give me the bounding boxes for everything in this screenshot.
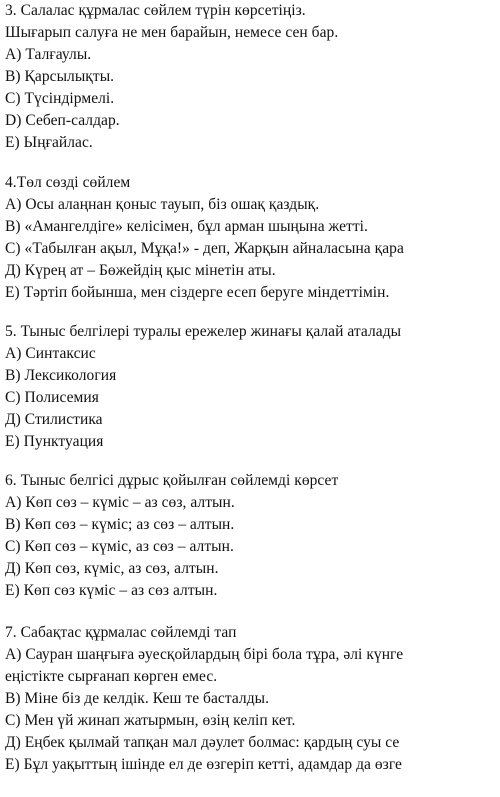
answer-option-c: C) Түсіндірмелі.	[5, 90, 115, 107]
answer-option-d: Д) Көп сөз, күміс, аз сөз, алтын.	[5, 560, 219, 577]
answer-option-a: A) Көп сөз – күміс – аз сөз, алтын.	[5, 494, 235, 511]
answer-option-a: A) Сауран шаңғыға әуесқойлардың бірі бола тұра, әлі күнге	[5, 646, 404, 663]
question-title: 5. Тыныс белгілері туралы ережелер жинағы қалай аталады	[5, 323, 402, 340]
answer-option-d: Д) Күрең ат – Бөжейдің қыс мінетін аты.	[5, 262, 276, 279]
answer-option-e: E) Көп сөз күміс – аз сөз алтын.	[5, 582, 218, 599]
question-title: 6. Тыныс белгісі дұрыс қойылған сөйлемді көрсет	[5, 472, 339, 489]
answer-option-e: E) Тәртіп бойынша, мен сіздерге есеп беруге міндеттімін.	[5, 284, 390, 301]
answer-option-b: B) Қарсылықты.	[5, 68, 115, 85]
question-title: 3. Салалас құрмалас сөйлем түрін көрсетіңіз.	[5, 2, 306, 19]
answer-option-d: Д) Еңбек қылмай тапқан мал дәулет болмас: қардың суы се	[5, 734, 400, 751]
question-6	[5, 470, 500, 602]
answer-option-a-continued: еңістікте сырғанап көрген емес.	[5, 668, 218, 685]
question-5	[5, 321, 500, 453]
answer-option-a: A) Осы алаңнан қоныс тауып, біз ошақ қаздық.	[5, 196, 320, 213]
answer-option-d: D) Себеп-салдар.	[5, 112, 120, 129]
question-sentence: Шығарып салуға не мен барайын, немесе сен бар.	[5, 24, 339, 41]
answer-option-d: Д) Стилистика	[5, 411, 103, 428]
question-title: 4.Төл сөзді сөйлем	[5, 174, 131, 191]
answer-option-b: B) Міне біз де келдік. Кеш те басталды.	[5, 690, 270, 707]
answer-option-c: C) Мен үй жинап жатырмын, өзің келіп кет.	[5, 712, 296, 729]
answer-option-c: C) «Табылған ақыл, Мұқа!» - деп, Жарқын айналасына қара	[5, 240, 404, 257]
answer-option-c: C) Полисемия	[5, 389, 99, 406]
answer-option-b: B) Лексикология	[5, 367, 117, 384]
question-3	[5, 0, 500, 154]
answer-option-a: A) Талғаулы.	[5, 46, 92, 63]
question-title: 7. Сабақтас құрмалас сөйлемді тап	[5, 624, 237, 641]
question-7	[5, 622, 500, 776]
answer-option-e: E) Ыңғайлас.	[5, 134, 93, 151]
answer-option-a: A) Синтаксис	[5, 345, 96, 362]
answer-option-e: E) Бұл уақыттың ішінде ел де өзгеріп кетті, адамдар да өзге	[5, 756, 402, 773]
question-4	[5, 172, 500, 304]
answer-option-e: E) Пунктуация	[5, 433, 104, 450]
answer-option-b: B) «Амангелдіге» келісімен, бұл арман шыңына жетті.	[5, 218, 368, 235]
answer-option-b: B) Көп сөз – күміс; аз сөз – алтын.	[5, 516, 235, 533]
answer-option-c: C) Көп сөз – күміс, аз сөз – алтын.	[5, 538, 234, 555]
